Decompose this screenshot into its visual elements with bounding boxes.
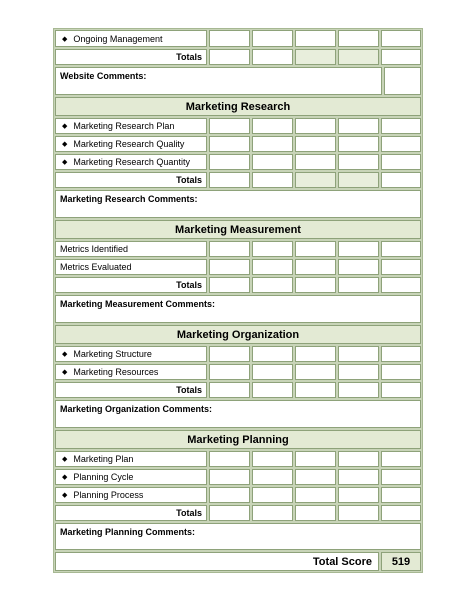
score-input-cell[interactable] xyxy=(295,346,336,362)
score-input-cell[interactable] xyxy=(209,451,250,467)
score-input-cell[interactable] xyxy=(252,118,293,134)
score-input-cell[interactable] xyxy=(295,469,336,485)
score-input-cell[interactable] xyxy=(381,364,421,380)
item-label: Ongoing Management xyxy=(73,33,163,44)
total-cell[interactable] xyxy=(209,277,250,293)
item-label: Metrics Identified xyxy=(55,241,207,257)
diamond-bullet-icon: ◆ xyxy=(62,141,68,148)
totals-label: Totals xyxy=(55,382,207,398)
diamond-bullet-icon: ◆ xyxy=(62,159,68,166)
item-label-cell xyxy=(55,451,207,467)
score-input-cell[interactable] xyxy=(252,136,293,152)
score-input-cell[interactable] xyxy=(209,487,250,503)
total-cell[interactable] xyxy=(209,172,250,188)
item-row xyxy=(55,487,421,503)
score-input-cell[interactable] xyxy=(252,241,293,257)
section-header-row xyxy=(55,220,421,239)
comment-row xyxy=(55,400,421,428)
score-input-cell[interactable] xyxy=(252,30,293,47)
total-cell[interactable] xyxy=(381,505,421,521)
comment-row xyxy=(55,523,421,550)
total-cell[interactable] xyxy=(295,382,336,398)
score-input-cell[interactable] xyxy=(381,487,421,503)
item-label: Marketing Structure xyxy=(73,349,152,359)
item-label-cell xyxy=(55,364,207,380)
totals-row xyxy=(55,172,421,188)
score-input-cell[interactable] xyxy=(252,451,293,467)
item-row xyxy=(55,451,421,467)
score-input-cell[interactable] xyxy=(381,30,421,47)
score-input-cell[interactable] xyxy=(295,259,336,275)
comments-label: Marketing Measurement Comments: xyxy=(60,299,216,309)
item-row xyxy=(55,241,421,257)
totals-row xyxy=(55,382,421,398)
score-input-cell[interactable] xyxy=(338,241,379,257)
score-input-cell[interactable] xyxy=(295,118,336,134)
score-input-cell[interactable] xyxy=(381,346,421,362)
item-row xyxy=(55,118,421,134)
comments-label: Marketing Research Comments: xyxy=(60,194,198,204)
website-comments[interactable] xyxy=(55,67,382,95)
planning-comments[interactable] xyxy=(55,523,421,550)
item-row xyxy=(55,259,421,275)
item-label: Marketing Research Plan xyxy=(73,121,175,131)
totals-label: Totals xyxy=(55,505,207,521)
score-input-cell[interactable] xyxy=(252,154,293,170)
comment-side-cell xyxy=(384,67,421,95)
totals-label: Totals xyxy=(55,49,207,65)
item-label-cell xyxy=(55,469,207,485)
total-cell-shaded xyxy=(338,172,379,188)
item-row xyxy=(55,136,421,152)
measurement-comments[interactable] xyxy=(55,295,421,323)
diamond-bullet-icon: ◆ xyxy=(62,369,68,376)
score-input-cell[interactable] xyxy=(338,364,379,380)
item-label: Marketing Plan xyxy=(73,454,134,464)
comment-row xyxy=(55,190,421,218)
section-header-row xyxy=(55,97,421,116)
totals-row xyxy=(55,277,421,293)
comment-row xyxy=(55,295,421,323)
score-input-cell[interactable] xyxy=(295,136,336,152)
item-label-cell xyxy=(55,487,207,503)
section-header: Marketing Planning xyxy=(55,430,421,449)
total-cell[interactable] xyxy=(338,277,379,293)
score-input-cell[interactable] xyxy=(295,451,336,467)
total-cell[interactable] xyxy=(381,382,421,398)
total-cell[interactable] xyxy=(209,382,250,398)
item-label: Planning Cycle xyxy=(73,472,134,482)
score-input-cell[interactable] xyxy=(381,136,421,152)
research-comments[interactable] xyxy=(55,190,421,218)
score-input-cell[interactable] xyxy=(338,451,379,467)
score-input-cell[interactable] xyxy=(252,487,293,503)
total-cell-shaded xyxy=(295,172,336,188)
section-header-row xyxy=(55,325,421,344)
comments-label: Marketing Organization Comments: xyxy=(60,404,213,414)
totals-row xyxy=(55,49,421,65)
score-input-cell[interactable] xyxy=(338,30,379,47)
totals-label: Totals xyxy=(55,277,207,293)
totals-row xyxy=(55,505,421,521)
score-input-cell[interactable] xyxy=(381,241,421,257)
total-cell[interactable] xyxy=(209,49,250,65)
score-input-cell[interactable] xyxy=(209,259,250,275)
organization-comments[interactable] xyxy=(55,400,421,428)
total-cell[interactable] xyxy=(252,382,293,398)
score-input-cell[interactable] xyxy=(209,118,250,134)
total-score-value: 519 xyxy=(381,552,421,571)
total-cell[interactable] xyxy=(381,277,421,293)
item-label-cell xyxy=(55,136,207,152)
score-input-cell[interactable] xyxy=(338,346,379,362)
score-input-cell[interactable] xyxy=(209,30,250,47)
score-input-cell[interactable] xyxy=(381,451,421,467)
item-label-cell xyxy=(55,154,207,170)
total-cell-shaded xyxy=(295,49,336,65)
item-label: Marketing Resources xyxy=(73,367,159,377)
score-input-cell[interactable] xyxy=(209,346,250,362)
total-cell-shaded xyxy=(338,49,379,65)
total-cell[interactable] xyxy=(295,505,336,521)
total-cell[interactable] xyxy=(209,505,250,521)
total-cell[interactable] xyxy=(295,277,336,293)
score-input-cell[interactable] xyxy=(252,346,293,362)
score-input-cell[interactable] xyxy=(209,469,250,485)
total-score-row xyxy=(55,552,421,571)
score-input-cell[interactable] xyxy=(295,241,336,257)
total-cell[interactable] xyxy=(252,505,293,521)
item-row xyxy=(55,469,421,485)
total-cell[interactable] xyxy=(381,49,421,65)
item-row xyxy=(55,154,421,170)
total-cell[interactable] xyxy=(252,277,293,293)
score-input-cell[interactable] xyxy=(209,364,250,380)
diamond-bullet-icon: ◆ xyxy=(62,351,68,358)
section-header: Marketing Research xyxy=(55,97,421,116)
section-header: Marketing Measurement xyxy=(55,220,421,239)
item-label-cell xyxy=(55,346,207,362)
score-input-cell[interactable] xyxy=(295,487,336,503)
diamond-bullet-icon: ◆ xyxy=(62,123,68,130)
comments-label: Marketing Planning Comments: xyxy=(60,527,196,537)
score-input-cell[interactable] xyxy=(295,30,336,47)
diamond-bullet-icon: ◆ xyxy=(62,456,68,463)
total-cell[interactable] xyxy=(338,382,379,398)
score-input-cell[interactable] xyxy=(209,136,250,152)
score-input-cell[interactable] xyxy=(338,154,379,170)
score-input-cell[interactable] xyxy=(209,241,250,257)
item-label-cell xyxy=(55,30,207,47)
section-header-row xyxy=(55,430,421,449)
item-row xyxy=(55,30,421,47)
item-label: Metrics Evaluated xyxy=(55,259,207,275)
total-cell[interactable] xyxy=(252,172,293,188)
total-cell[interactable] xyxy=(381,172,421,188)
score-input-cell[interactable] xyxy=(338,487,379,503)
score-input-cell[interactable] xyxy=(295,364,336,380)
score-input-cell[interactable] xyxy=(381,259,421,275)
score-input-cell[interactable] xyxy=(338,118,379,134)
score-input-cell[interactable] xyxy=(381,469,421,485)
comment-row xyxy=(55,67,421,95)
score-input-cell[interactable] xyxy=(252,364,293,380)
total-cell[interactable] xyxy=(252,49,293,65)
total-score-label: Total Score xyxy=(55,552,379,571)
score-input-cell[interactable] xyxy=(338,259,379,275)
item-label: Planning Process xyxy=(73,490,144,500)
item-label: Marketing Research Quantity xyxy=(73,157,190,167)
item-row xyxy=(55,346,421,362)
score-input-cell[interactable] xyxy=(295,154,336,170)
item-label: Marketing Research Quality xyxy=(73,139,185,149)
score-input-cell[interactable] xyxy=(381,154,421,170)
score-input-cell[interactable] xyxy=(209,154,250,170)
section-header: Marketing Organization xyxy=(55,325,421,344)
score-input-cell[interactable] xyxy=(252,259,293,275)
score-input-cell[interactable] xyxy=(338,136,379,152)
item-row xyxy=(55,364,421,380)
totals-label: Totals xyxy=(55,172,207,188)
total-cell[interactable] xyxy=(338,505,379,521)
diamond-bullet-icon: ◆ xyxy=(62,474,68,481)
item-label-cell xyxy=(55,118,207,134)
diamond-bullet-icon: ◆ xyxy=(62,492,68,499)
marketing-scorecard-table xyxy=(53,28,423,573)
diamond-bullet-icon: ◆ xyxy=(62,35,68,43)
score-input-cell[interactable] xyxy=(381,118,421,134)
score-input-cell[interactable] xyxy=(252,469,293,485)
score-input-cell[interactable] xyxy=(338,469,379,485)
comments-label: Website Comments: xyxy=(60,71,147,81)
